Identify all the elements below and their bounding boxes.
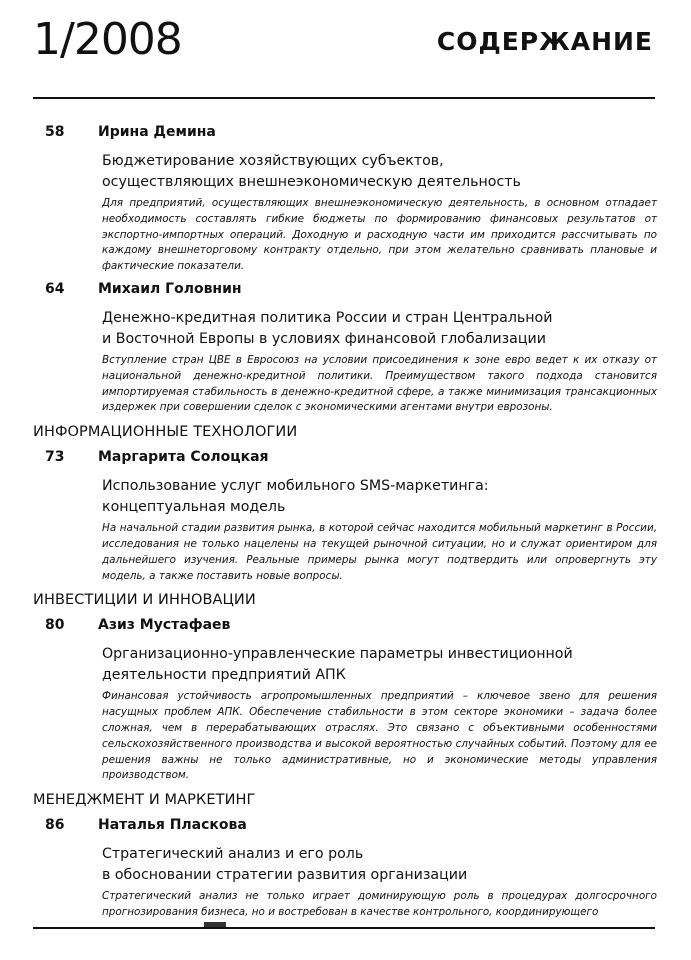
- article-abstract: Для предприятий, осуществляющих внешнеэкономическую деятельность, в основном отпадает необходимость составлять гибкие бюджеты по формированию финансовых результатов от экспортно-импортных операций. Доходную и расходную части им приходится рассчитывать по каждому внешнеторговому контракту отдельно, при этом желательно сравнивать плановые и фактические показатели.: [102, 197, 657, 273]
- article-title[interactable]: [102, 308, 657, 350]
- toc-entry[interactable]: [33, 281, 657, 416]
- author-name: Михаил Головнин: [98, 280, 242, 297]
- article-title-line: Стратегический анализ и его роль: [102, 846, 364, 863]
- bottom-divider: [33, 927, 655, 929]
- entry-body: [102, 644, 657, 784]
- article-title-line: Бюджетирование хозяйствующих субъектов,: [102, 153, 444, 169]
- page-number: 80: [45, 617, 65, 634]
- article-title-line: в обосновании стратегии развития организации: [102, 867, 468, 884]
- article-title-line: и Восточной Европы в условиях финансовой глобализации: [102, 330, 546, 347]
- author-name: Азиз Мустафаев: [98, 617, 231, 634]
- section-heading: ИНФОРМАЦИОННЫЕ ТЕХНОЛОГИИ: [33, 424, 298, 441]
- article-abstract: Финансовая устойчивость агропромышленных предприятий – ключевое звено для решения насущных проблем АПК. Обеспечение стабильности в этом секторе экономики – задача более сложная, чем в перерабатывающих отраслях. Это связано с объективными особенностями сельскохозяйственного производства и высокой вероятностью случайных событий. Поэтому для ее решения важны не только административные, но и экономические методы управления производством.: [102, 690, 657, 782]
- issue-number: 1/2008: [33, 14, 182, 65]
- article-title-line: Использование услуг мобильного SMS-маркетинга:: [102, 478, 489, 495]
- article-abstract: Стратегический анализ не только играет доминирующую роль в процедурах долгосрочного прогнозирования бизнеса, но и востребован в качестве контрольного, координирующего: [102, 890, 657, 918]
- toc-entry[interactable]: [33, 817, 657, 921]
- author-name: Маргарита Солоцкая: [98, 449, 269, 466]
- article-title[interactable]: [102, 844, 657, 886]
- author-name: Ирина Демина: [98, 124, 216, 140]
- article-abstract: На начальной стадии развития рынка, в которой сейчас находится мобильный маркетинг в России, исследования не только нацелены на текущей рыночной ситуации, но и служат ориентиром для дальнейшего изучения. Реальные примеры рынка могут подтвердить или опровергнуть эту модель, а также поставить новые вопросы.: [102, 522, 657, 582]
- page-number: 86: [45, 817, 65, 834]
- top-divider: [33, 97, 655, 99]
- entry-header: [33, 281, 657, 303]
- entry-header: [33, 617, 657, 639]
- toc-entry[interactable]: [33, 617, 657, 784]
- article-abstract: Вступление стран ЦВЕ в Евросоюз на условии присоединения к зоне евро ведет к их отказу от национальной денежно-кредитной политики. Преимуществом такого подхода становится импортируемая стабильность в денежно-кредитной сфере, а также минимизация трансакционных издержек при совершении сделок с экономическими агентами внутри еврозоны.: [102, 353, 657, 414]
- entry-header: [33, 124, 657, 146]
- page-number: 73: [45, 449, 65, 466]
- page-number: 58: [45, 124, 65, 140]
- entry-header: [33, 817, 657, 839]
- article-title[interactable]: [102, 476, 657, 518]
- article-title-line: осуществляющих внешнеэкономическую деятельность: [102, 174, 521, 190]
- author-name: Наталья Пласкова: [98, 817, 247, 834]
- article-title-line: деятельности предприятий АПК: [102, 667, 346, 684]
- entry-body: [102, 476, 657, 584]
- article-title-line: Денежно-кредитная политика России и стран Центральной: [102, 309, 553, 326]
- section-heading: ИНВЕСТИЦИИ И ИННОВАЦИИ: [33, 592, 256, 609]
- page-title: СОДЕРЖАНИЕ: [436, 27, 653, 56]
- section-heading: МЕНЕДЖМЕНТ И МАРКЕТИНГ: [33, 792, 256, 809]
- article-title[interactable]: [102, 151, 657, 193]
- article-title-line: Организационно-управленческие параметры инвестиционной: [102, 646, 573, 663]
- page-number: 64: [45, 280, 65, 297]
- toc-entry[interactable]: [33, 449, 657, 584]
- entry-body: [102, 308, 657, 416]
- toc-entry[interactable]: [33, 124, 657, 275]
- entry-body: [102, 151, 657, 275]
- table-of-contents: [33, 124, 657, 927]
- entry-header: [33, 449, 657, 471]
- entry-body: [102, 844, 657, 921]
- article-title-line: концептуальная модель: [102, 499, 286, 516]
- article-title[interactable]: [102, 644, 657, 686]
